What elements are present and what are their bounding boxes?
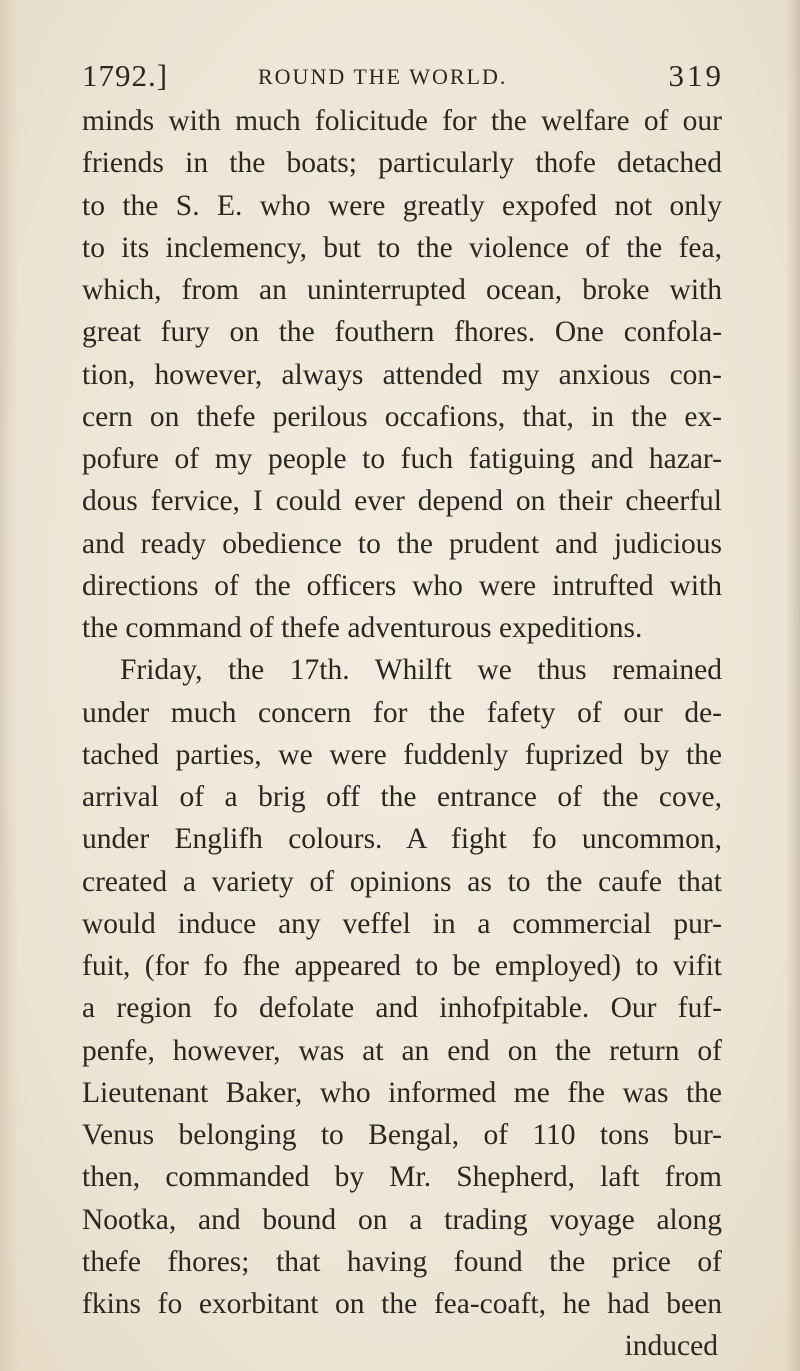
text-line: penfe, however, was at an end on the return of [82, 1034, 722, 1067]
text-line: Nootka, and bound on a trading voyage along [82, 1203, 722, 1236]
text-line: dous fervice, I could ever depend on their cheerful [82, 485, 722, 518]
text-line: thefe fhores; that having found the price of [82, 1245, 722, 1278]
text-line: and ready obedience to the prudent and judicious [82, 527, 722, 560]
text-line: under much concern for the fafety of our de- [82, 696, 722, 729]
text-line: which, from an uninterrupted ocean, broke with [82, 274, 722, 306]
text-line: to its inclemency, but to the violence of the fea, [82, 231, 722, 264]
text-line: arrival of a brig off the entrance of the cove, [82, 781, 722, 813]
text-line: minds with much folicitude for the welfare of our [82, 105, 722, 137]
header-year: 1792.] [82, 58, 169, 93]
text-line: under Englifh colours. A fight fo uncommon, [82, 823, 722, 856]
text-line: Lieutenant Baker, who informed me fhe was the [82, 1076, 722, 1109]
text-line: then, commanded by Mr. Shepherd, laft from [82, 1161, 722, 1194]
text-line: Venus belonging to Bengal, of 110 tons bur- [82, 1119, 722, 1151]
running-title: ROUND THE WORLD. [258, 64, 508, 89]
page-edge-shadow [786, 0, 800, 1371]
text-line: tached parties, we were fuddenly fuprized by the [82, 738, 722, 771]
text-line: cern on thefe perilous occafions, that, in the ex- [82, 400, 722, 433]
text-line: would induce any veffel in a commercial pur- [82, 907, 722, 940]
text-line: created a variety of opinions as to the caufe that [82, 865, 722, 898]
text-line: a region fo defolate and inhofpitable. Our fuf- [82, 992, 722, 1025]
text-line: fkins fo exorbitant on the fea-coaft, he had been [82, 1288, 722, 1320]
running-header [82, 58, 724, 98]
text-line: friends in the boats; particularly thofe detached [82, 147, 722, 180]
body-text [82, 100, 722, 1368]
text-line: great fury on the fouthern fhores. One confola- [82, 316, 722, 349]
page-gutter-shadow [0, 0, 18, 1371]
text-line: pofure of my people to fuch fatiguing and hazar- [82, 443, 722, 475]
text-line: to the S. E. who were greatly expofed not only [82, 189, 722, 222]
page-number: 319 [668, 58, 724, 93]
text-line-paragraph-start: Friday, the 17th. Whilft we thus remained [120, 654, 722, 687]
text-line: tion, however, always attended my anxious con- [82, 358, 722, 391]
catchword: induced [624, 1330, 718, 1363]
text-line: fuit, (for fo fhe appeared to be employed) to vifit [82, 950, 722, 982]
text-line: the command of thefe adventurous expeditions. [82, 612, 643, 644]
text-line: directions of the officers who were intrufted with [82, 569, 722, 602]
